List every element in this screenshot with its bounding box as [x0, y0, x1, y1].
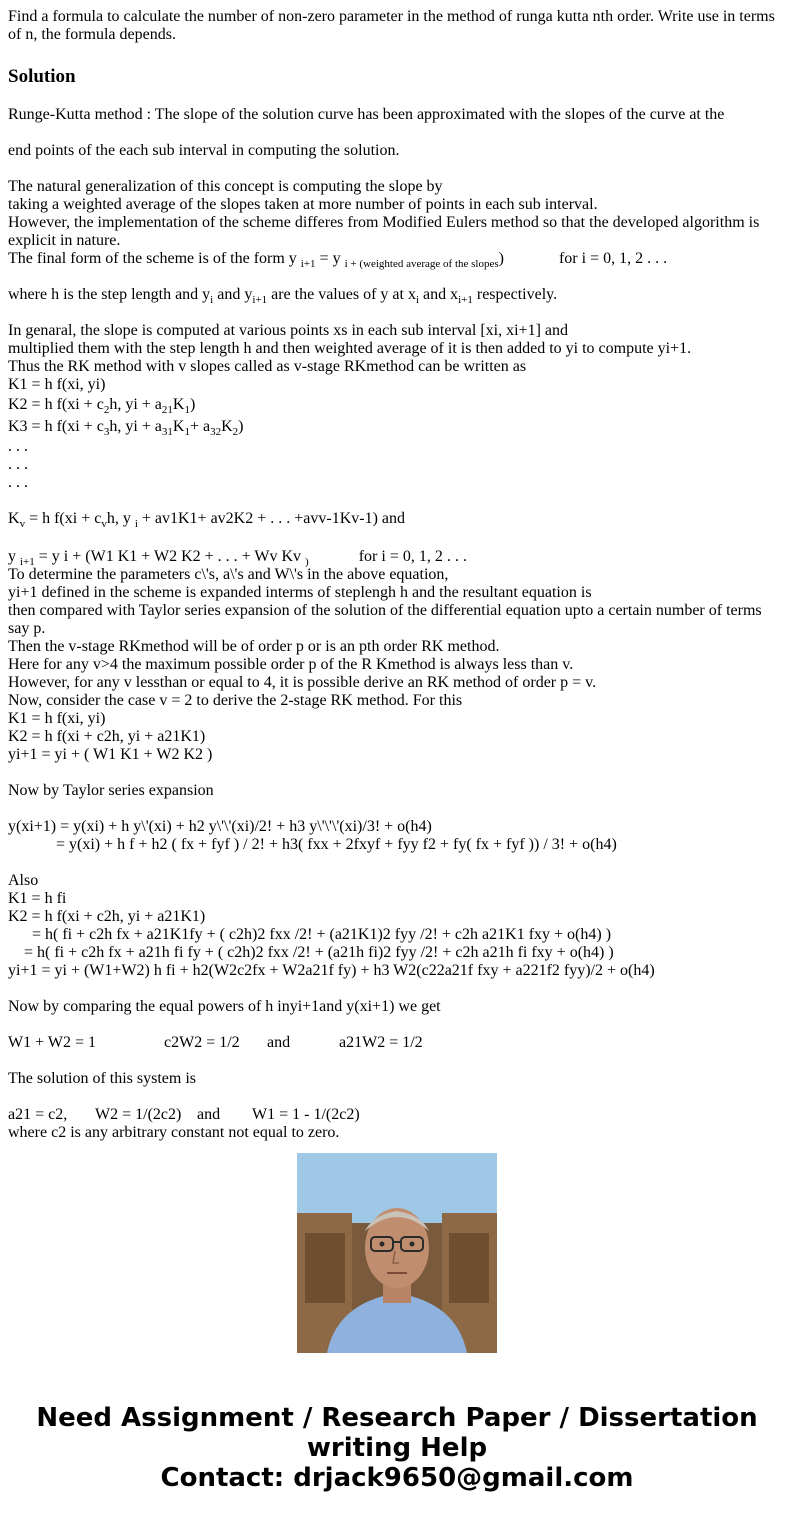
author-avatar	[297, 1153, 497, 1353]
text-line: Then the v-stage RKmethod will be of order p or is an pth order RK method.	[8, 638, 500, 655]
solution-heading: Solution	[8, 66, 76, 87]
ellipsis-line: . . .	[8, 456, 28, 473]
cta-line: writing Help	[306, 1433, 488, 1463]
equation-line: $K_v = h$ $f(xi + c_vh$, y $_i$ + av1K1+ av2K2 + . . . +avv-1Kv-1) and	[8, 510, 406, 530]
cta-banner	[0, 1403, 794, 1493]
equation-line: K2 = h $f(xi + c_2h$, yi + $a_{21}K_1$)	[8, 396, 196, 416]
equation-line: a21 = c2, W2 = 1/(2c2) and W1 = 1 - 1/(2c2)	[8, 1106, 360, 1123]
text-line: taking a weighted average of the slopes taken at more number of points in each sub interval.	[8, 196, 598, 213]
equation-line: K1 = h f(xi, yi)	[8, 710, 106, 727]
text-line: The solution of this system is	[8, 1070, 196, 1087]
text-line: Now by Taylor series expansion	[8, 782, 214, 799]
ellipsis-line: . . .	[8, 438, 28, 455]
text-line: Thus the RK method with v slopes called as v-stage RKmethod can be written as	[8, 358, 527, 375]
where-line: where h is the step length and $y_i$ and $y_{i+1}$ are the values of y at $x_i$ and $x_{i+1}$ respectively.	[8, 286, 558, 306]
equation-line: K1 = h f(xi, yi)	[8, 376, 106, 393]
text-line: However, for any v lessthan or equal to 4, it is possible derive an RK method of order p = v.	[8, 674, 597, 691]
text-line: Now by comparing the equal powers of h inyi+1and y(xi+1) we get	[8, 998, 441, 1015]
text-line: To determine the parameters c\'s, a\'s and W\'s in the above equation,	[8, 566, 449, 583]
text-line: Also	[8, 872, 39, 889]
equation-line: y(xi+1) = y(xi) + h y\'(xi) + h2 y\'\'(xi)/2! + h3 y\'\'\'(xi)/3! + o(h4)	[8, 818, 432, 835]
contact-email: Contact: drjack9650@gmail.com	[160, 1463, 634, 1493]
answer-content	[8, 8, 780, 1141]
equation-line: y $_{i+1}$ = y i + (W1 K1 + W2 K2 + . . . + Wv Kv $_)$ for i = 0, 1, 2 . . .	[8, 548, 467, 568]
text-line: where c2 is any arbitrary constant not equal to zero.	[8, 1124, 340, 1141]
text-line: Now, consider the case v = 2 to derive the 2-stage RK method. For this	[8, 692, 463, 709]
text-line: In genaral, the slope is computed at various points xs in each sub interval [xi, xi+1] and	[8, 322, 568, 339]
equation-line: = h( fi + c2h fx + a21h fi fy + ( c2h)2 fxx /2! + (a21h fi)2 fyy /2! + c2h a21h fi fxy + o(h4) )	[24, 944, 614, 961]
equation-line: W1 + W2 = 1 c2W2 = 1/2 and a21W2 = 1/2	[8, 1034, 423, 1051]
text-line: Here for any v>4 the maximum possible order p of the R Kmethod is always less than v.	[8, 656, 574, 673]
equation-line: = y(xi) + h f + h2 ( fx + fyf ) / 2! + h3( fxx + 2fxyf + fyy f2 + fy( fx + fyf )) / 3! + o(h4)	[56, 836, 617, 853]
text-line: yi+1 defined in the scheme is expanded interms of steplengh h and the resultant equation is	[8, 584, 592, 601]
ellipsis-line: . . .	[8, 474, 28, 491]
text-line: However, the implementation of the scheme differes from Modified Eulers method so that the developed algorithm is explicit in nature.	[8, 214, 760, 249]
text-line: multiplied them with the step length h and then weighted average of it is then added to yi to compute yi+1.	[8, 340, 692, 357]
author-photo	[297, 1153, 497, 1353]
final-form-line: The final form of the scheme is of the form y $_{i+1}$ = y $_{i + (weighted average of the slopes}$) for i = 0, 1, 2 . . .	[8, 250, 668, 270]
cta-line: Need Assignment / Research Paper / Dissertation	[36, 1403, 758, 1433]
equation-line: K3 = h $f(xi + c_3h$, yi + $a_{31}K_1+ a_{32}K_2$)	[8, 418, 244, 438]
paragraph: Runge-Kutta method : The slope of the solution curve has been approximated with the slopes of the curve at the	[8, 106, 725, 123]
question-text: Find a formula to calculate the number of non-zero parameter in the method of runga kutta nth order. Write use in terms of n, the formula depends.	[8, 8, 775, 43]
equation-line: = h( fi + c2h fx + a21K1fy + ( c2h)2 fxx /2! + (a21K1)2 fyy /2! + c2h a21K1 fxy + o(h4) )	[32, 926, 612, 943]
text-line: The natural generalization of this concept is computing the slope by	[8, 178, 443, 195]
equation-line: K1 = h fi	[8, 890, 67, 907]
text-line: then compared with Taylor series expansion of the solution of the differential equation upto a certain number of terms say p.	[8, 602, 762, 637]
equation-line: K2 = h f(xi + c2h, yi + a21K1)	[8, 908, 206, 925]
equation-line: K2 = h f(xi + c2h, yi + a21K1)	[8, 728, 206, 745]
paragraph: end points of the each sub interval in computing the solution.	[8, 142, 400, 159]
equation-line: yi+1 = yi + ( W1 K1 + W2 K2 )	[8, 746, 213, 763]
equation-line: yi+1 = yi + (W1+W2) h fi + h2(W2c2fx + W2a21f fy) + h3 W2(c22a21f fxy + a221f2 fyy)/2 + o(h4)	[8, 962, 655, 979]
